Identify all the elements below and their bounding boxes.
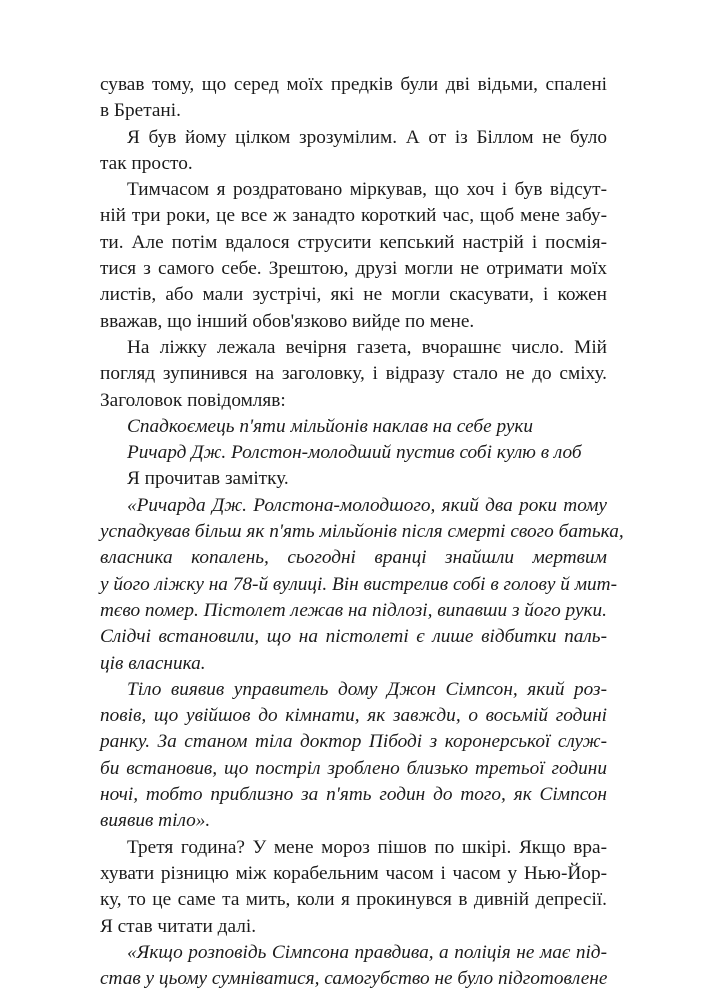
paragraph [100, 440, 607, 466]
paragraph [100, 466, 607, 492]
text-line: Спадкоємець п'яти мільйонів наклав на себе руки [127, 415, 534, 437]
paragraph [100, 940, 607, 993]
paragraph [100, 493, 624, 677]
text-line: погляд зупинився на заголовку, і відразу стало не до сміху. [100, 363, 607, 385]
text-line: Я прочитав замітку. [127, 468, 289, 490]
paragraph [100, 835, 607, 940]
text-line: в Бретані. [100, 100, 181, 122]
text-line: ночі, тобто приблизно за п'ять годин до того, як Сімпсон [100, 784, 607, 806]
text-line: Третя година? У мене мороз пішов по шкірі. Якщо вра- [127, 836, 607, 858]
text-line: «Ричарда Дж. Ролстона-молодшого, який два роки тому [127, 494, 607, 516]
text-line: став у цьому сумніватися, самогубство не було підготовлене [100, 968, 608, 990]
paragraph [100, 125, 607, 178]
text-line: виявив тіло». [100, 810, 211, 832]
text-line: тєво помер. Пістолет лежав на підлозі, випавши з його руки. [100, 599, 607, 621]
paragraph [100, 72, 607, 125]
text-line: Заголовок повідомляв: [100, 389, 286, 411]
text-line: тися з самого себе. Зрештою, друзі могли не отримати моїх [100, 258, 607, 280]
text-line: ранку. За станом тіла доктор Пібоді з коронерської служ- [100, 731, 607, 753]
text-line: ців власника. [100, 652, 206, 674]
text-line: Я став читати далі. [100, 915, 257, 937]
text-line: ку, то це саме та мить, коли я прокинувся в дивній депресії. [100, 889, 607, 911]
text-line: ти. Але потім вдалося струсити кепський настрій і посмія- [100, 231, 607, 253]
text-line: «Якщо розповідь Сімпсона правдива, а поліція не має під- [127, 941, 607, 963]
text-line: би встановив, що постріл зроблено близько третьої години [100, 757, 607, 779]
text-line: власника копалень, сьогодні вранці знайшли мертвим [100, 547, 607, 569]
text-line: вважав, що інший обов'язково вийде по мене. [100, 310, 475, 332]
text-line: у його ліжку на 78-й вулиці. Він вистрелив собі в голову й мит- [100, 573, 617, 595]
paragraph [100, 414, 607, 440]
text-line: сував тому, що серед моїх предків були дві відьми, спалені [100, 74, 607, 95]
text-line: так просто. [100, 152, 193, 174]
book-page [100, 72, 624, 992]
text-line: Ричард Дж. Ролстон-молодший пустив собі кулю в лоб [127, 442, 582, 464]
text-line: ній три роки, це все ж занадто короткий час, щоб мене забу- [100, 205, 607, 227]
text-line: повів, що увійшов до кімнати, як завжди, о восьмій годині [100, 705, 607, 727]
paragraph [100, 335, 607, 414]
paragraph [100, 677, 607, 835]
text-line: Тіло виявив управитель дому Джон Сімпсон, який роз- [127, 678, 607, 700]
text-line: хувати різницю між корабельним часом і часом у Нью-Йор- [100, 862, 607, 884]
text-line: Слідчі встановили, що на пістолеті є лише відбитки паль- [100, 626, 607, 648]
text-line: листів, або мали зустрічі, які не могли скасувати, і кожен [100, 284, 607, 306]
text-line: Я був йому цілком зрозумілим. А от із Біллом не було [127, 126, 607, 148]
text-line: На ліжку лежала вечірня газета, вчорашнє число. Мій [127, 336, 607, 358]
text-line: Тимчасом я роздратовано міркував, що хоч і був відсут- [127, 179, 607, 201]
paragraph [100, 177, 607, 335]
text-line: успадкував більш як п'ять мільйонів після смерті свого батька, [100, 521, 624, 543]
